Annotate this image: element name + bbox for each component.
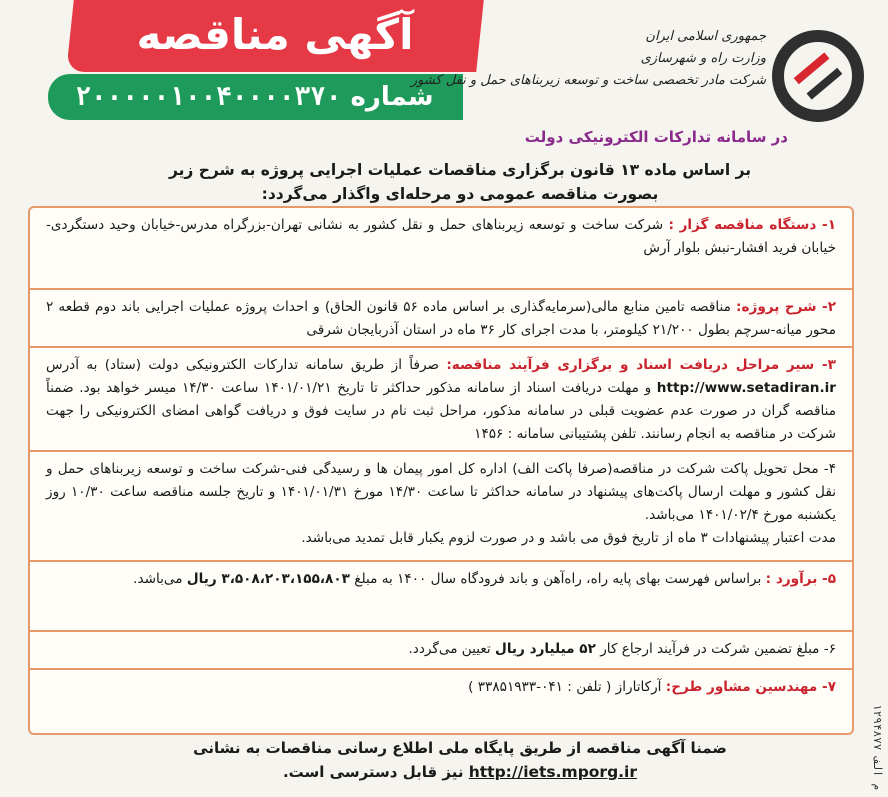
intro-line-2: بصورت مناقصه عمومی دو مرحله‌ای واگذار می‌گردد:: [261, 185, 659, 203]
org-line-ministry: وزارت راه و شهرسازی: [640, 51, 766, 66]
setad-subtitle: در سامانه تدارکات الکترونیکی دولت: [524, 128, 788, 146]
section-text: براساس فهرست بهای پایه راه، راه‌آهن و باند فرودگاه سال ۱۴۰۰ به مبلغ: [354, 571, 762, 587]
section-document-process: [30, 348, 852, 452]
section-text-validity: مدت اعتبار پیشنهادات ۳ ماه از تاریخ فوق می باشد و در صورت لزوم یکبار قابل تمدید می‌باشد.: [301, 530, 836, 546]
notice-title: آگهی مناقصه: [136, 10, 414, 59]
section-heading: ۵- برآورد :: [765, 571, 836, 587]
section-text: ۶- مبلغ تضمین شرکت در فرآیند ارجاع کار: [600, 641, 836, 657]
section-heading: ۲- شرح پروژه:: [736, 299, 836, 315]
footer-note: [60, 736, 860, 784]
section-text: و مهلت دریافت اسناد از سامانه مذکور حداکثر تا تاریخ ۱۴۰۱/۰۱/۲۱ ساعت ۱۴/۳۰ میسر خواهد بود. ضمناً مناقصه گران در صورت عدم عضویت قبلی در سامانه مذکور، مراحل ثبت نام در سایت فوق و دریافت گواهی امضای الکترونیکی را جهت شرکت در مناقصه به انجام رسانند. تلفن پشتیبانی سامانه : ۱۴۵۶: [46, 380, 836, 442]
number-label: شماره: [350, 82, 434, 112]
section-text: شرکت ساخت و توسعه زیربناهای حمل و نقل کشور به نشانی تهران-بزرگراه مدرس-خیابان وحید دستگردی-خیابان فرید افشار-نبش بلوار آرش: [46, 217, 836, 256]
section-heading: ۱- دستگاه مناقصه گزار :: [668, 217, 836, 233]
section-estimate: [30, 562, 852, 632]
section-text: ۴- محل تحویل پاکت شرکت در مناقصه(صرفا پاکت الف) اداره کل امور پیمان ها و رسیدگی فنی-شرکت ساخت و توسعه زیربناهای حمل و نقل کشور و مهلت ارسال پاکت‌های پیشنهاد در سامانه حداکثر تا ساعت ۱۴/۳۰ مورخ ۱۴۰۱/۰۱/۳۱ و تاریخ جلسه مناقصه ساعت ۱۰/۳۰ روز یکشنبه مورخ ۱۴۰۱/۰۲/۴ می‌باشد.: [46, 461, 836, 523]
org-line-country: جمهوری اسلامی ایران: [645, 29, 766, 44]
section-text: تعیین می‌گردد.: [408, 641, 491, 657]
section-guarantee: [30, 632, 852, 670]
iets-link[interactable]: http://iets.mporg.ir: [468, 763, 638, 781]
footer-line-2: [60, 760, 860, 784]
intro-line-1: بر اساس ماده ۱۳ قانون برگزاری مناقصات عملیات اجرایی پروژه به شرح زیر: [168, 161, 752, 179]
section-organizer: [30, 208, 852, 290]
section-text: مناقصه تامین منابع مالی(سرمایه‌گذاری بر اساس ماده ۵۶ قانون الحاق) و احداث پروژه عملیات اجرایی باند دوم قطعه ۲ محور میانه-سرچم بطول ۲۱/۲۰۰ کیلومتر، با مدت اجرای کار ۳۶ ماه در استان آذربایجان شرقی: [46, 299, 836, 338]
section-project-description: [30, 290, 852, 348]
section-heading: ۳- سیر مراحل دریافت اسناد و برگزاری فرآیند مناقصه:: [446, 357, 836, 373]
notice-number: [52, 74, 457, 120]
number-value: ۲۰۰۰۰۰۱۰۰۴۰۰۰۰۳۷۰: [75, 82, 342, 112]
section-text: صرفاً از طریق سامانه تدارکات الکترونیکی دولت (ستاد) به آدرس: [46, 357, 439, 373]
intro-paragraph: [60, 158, 860, 206]
conditions-box: [28, 206, 854, 735]
org-line-company: شرکت مادر تخصصی ساخت و توسعه زیربناهای حمل و نقل کشور: [410, 73, 766, 88]
guarantee-amount: ۵۲ میلیارد ریال: [495, 641, 596, 657]
side-reference-code: م الف ۱۲۹۴۸۷۷: [871, 703, 884, 790]
section-consultant: [30, 670, 852, 708]
section-text: آرکاتاراز ( تلفن : ۰۴۱-۳۳۸۵۱۹۳۳ ): [468, 679, 662, 695]
estimate-amount: ۳،۵۰۸،۲۰۳،۱۵۵،۸۰۳ ریال: [186, 571, 350, 587]
organization-logo-icon: [772, 30, 864, 122]
section-heading: ۷- مهندسین مشاور طرح:: [665, 679, 836, 695]
footer-line-1: ضمنا آگهی مناقصه از طریق پایگاه ملی اطلاع رسانی مناقصات به نشانی: [193, 739, 727, 757]
organization-lines: [410, 26, 766, 92]
section-text: می‌باشد.: [133, 571, 183, 587]
footer-tail: نیز قابل دسترسی است.: [282, 763, 464, 781]
setad-link[interactable]: http://www.setadiran.ir: [656, 380, 836, 396]
section-envelope-delivery: [30, 452, 852, 562]
